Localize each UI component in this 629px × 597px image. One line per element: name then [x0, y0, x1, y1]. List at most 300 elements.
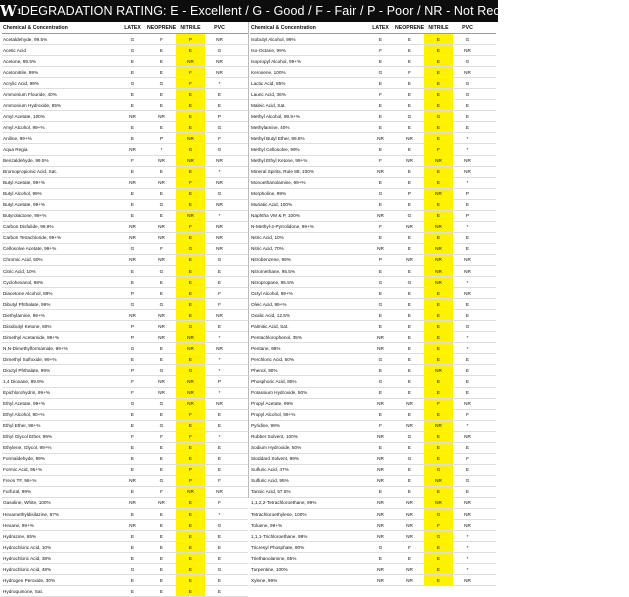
chemical-name: Nitromethane, 95.5%: [251, 268, 296, 274]
latex-rating: G: [378, 191, 383, 197]
neoprene-rating: G: [159, 423, 164, 429]
latex-rating: NR: [377, 577, 384, 583]
chemical-name: Tricresyl Phosphate, 90%: [251, 544, 305, 550]
neoprene-rating: G: [407, 279, 412, 285]
latex-rating: F: [379, 423, 382, 429]
neoprene-rating: E: [407, 80, 412, 86]
nitrile-rating: F: [176, 67, 205, 77]
nitrile-rating: NR: [176, 343, 205, 353]
pvc-rating: *: [218, 390, 221, 396]
chemical-name: Ammonium Flouride, 40%: [3, 91, 57, 97]
pvc-rating: NR: [216, 36, 223, 42]
nitrile-rating: E: [424, 376, 453, 386]
chemical-name: Aniline, 99+%: [3, 135, 32, 141]
nitrile-rating: E: [424, 288, 453, 298]
nitrile-rating: F: [424, 399, 453, 409]
column-header-pvc: PVC: [462, 24, 473, 31]
table-row: [250, 233, 496, 244]
chemical-name: Hexane, 99+%: [3, 522, 34, 528]
column-header-neoprene: NEOPRENE: [395, 24, 425, 31]
nitrile-rating: E: [176, 564, 205, 574]
table-row: [2, 487, 248, 498]
pvc-rating: NR: [216, 489, 223, 495]
latex-rating: NR: [377, 456, 384, 462]
pvc-rating: E: [217, 423, 222, 429]
neoprene-rating: E: [407, 467, 412, 473]
neoprene-rating: NR: [158, 257, 165, 263]
pvc-rating: E: [217, 268, 222, 274]
table-row: [2, 144, 248, 155]
nitrile-rating: E: [424, 100, 453, 110]
table-row: [2, 100, 248, 111]
latex-rating: E: [130, 456, 135, 462]
chemical-name: 1,4 Dioxane, 99.9%: [3, 378, 44, 384]
neoprene-rating: E: [159, 522, 164, 528]
nitrile-rating: E: [424, 45, 453, 55]
nitrile-rating: G: [424, 111, 453, 121]
latex-rating: G: [130, 401, 135, 407]
latex-rating: NR: [129, 500, 136, 506]
chemical-name: Triethanolamine, 85%: [251, 555, 297, 561]
pvc-rating: G: [217, 47, 222, 53]
pvc-rating: *: [466, 544, 469, 550]
latex-rating: G: [130, 47, 135, 53]
table-row: [250, 476, 496, 487]
nitrile-rating: E: [424, 542, 453, 552]
chemical-name: Pyridine, 99%: [251, 423, 280, 429]
latex-rating: NR: [377, 467, 384, 473]
neoprene-rating: NR: [158, 113, 165, 119]
table-row: [2, 34, 248, 45]
neoprene-rating: F: [160, 36, 163, 42]
chemical-name: Acetone, 99.5%: [3, 58, 37, 64]
nitrile-rating: P: [176, 476, 205, 486]
nitrile-rating: E: [176, 454, 205, 464]
chemical-name: Diacetone Alcohol, 89%: [3, 290, 53, 296]
pvc-rating: *: [466, 146, 469, 152]
column-header-nitrile: NITRILE: [180, 24, 201, 31]
chemical-name: Acrylic Acid, 99%: [3, 80, 39, 86]
chemical-table-right-body: [250, 34, 496, 586]
chemical-name: Hydrochloric Acid, 38%: [3, 555, 52, 561]
neoprene-rating: NR: [406, 135, 413, 141]
neoprene-rating: E: [159, 58, 164, 64]
pvc-rating: G: [465, 323, 470, 329]
neoprene-rating: E: [407, 555, 412, 561]
nitrile-rating: F: [424, 144, 453, 154]
neoprene-rating: NR: [158, 378, 165, 384]
latex-rating: F: [131, 378, 134, 384]
latex-rating: E: [130, 533, 135, 539]
nitrile-rating: F: [176, 178, 205, 188]
table-row: [250, 189, 496, 200]
latex-rating: G: [130, 246, 135, 252]
nitrile-rating: F: [176, 78, 205, 88]
chemical-name: Methylamine, 40%: [251, 124, 290, 130]
latex-rating: E: [130, 356, 135, 362]
latex-rating: E: [130, 423, 135, 429]
column-divider: [248, 22, 249, 498]
chemical-name: Lactic Acid, 85%: [251, 80, 286, 86]
chemical-name: Mineral Spirits, Rule 88, 100%: [251, 169, 315, 175]
pvc-rating: E: [217, 533, 222, 539]
latex-rating: E: [378, 202, 383, 208]
latex-rating: NR: [377, 169, 384, 175]
chemical-name: Furfural, 99%: [3, 489, 32, 495]
nitrile-rating: NR: [176, 332, 205, 342]
table-row: [250, 410, 496, 421]
latex-rating: NR: [129, 180, 136, 186]
table-row: [250, 67, 496, 78]
chemical-name: Dioctyl Phthalate, 99%: [3, 367, 51, 373]
neoprene-rating: G: [159, 268, 164, 274]
pvc-rating: *: [218, 367, 221, 373]
chemical-table-left: [2, 22, 248, 594]
neoprene-rating: E: [407, 124, 412, 130]
nitrile-rating: NR: [424, 476, 453, 486]
neoprene-rating: E: [159, 456, 164, 462]
neoprene-rating: E: [407, 301, 412, 307]
neoprene-rating: E: [159, 47, 164, 53]
chemical-name: Methyl Alcohol, 99.9+%: [251, 113, 300, 119]
chemical-name: Nitrobenzene, 99%: [251, 257, 291, 263]
neoprene-rating: NR: [158, 224, 165, 230]
latex-rating: NR: [377, 401, 384, 407]
latex-rating: E: [378, 323, 383, 329]
chemical-name: Stoddard Solvent, 99%: [251, 456, 299, 462]
nitrile-rating: E: [176, 45, 205, 55]
pvc-rating: *: [466, 224, 469, 230]
nitrile-rating: E: [424, 299, 453, 309]
pvc-rating: E: [465, 445, 470, 451]
nitrile-rating: E: [424, 167, 453, 177]
nitrile-rating: E: [176, 421, 205, 431]
brand-logo: [0, 0, 21, 22]
chemical-name: Morpholine, 99%: [251, 191, 287, 197]
pvc-rating: F: [218, 500, 221, 506]
neoprene-rating: E: [159, 169, 164, 175]
neoprene-rating: NR: [158, 235, 165, 241]
pvc-rating: NR: [464, 401, 471, 407]
chemical-name: Cyclohexanol, 98%: [3, 279, 44, 285]
column-header-row: [250, 22, 496, 34]
nitrile-rating: E: [176, 288, 205, 298]
neoprene-rating: E: [159, 290, 164, 296]
pvc-rating: NR: [216, 401, 223, 407]
table-row: [2, 200, 248, 211]
neoprene-rating: NR: [158, 323, 165, 329]
chemical-name: Bromopropionic Acid, Sat.: [3, 169, 57, 175]
latex-rating: E: [130, 544, 135, 550]
table-row: [2, 255, 248, 266]
pvc-rating: E: [217, 445, 222, 451]
pvc-rating: *: [218, 334, 221, 340]
table-row: [250, 365, 496, 376]
pvc-rating: F: [218, 301, 221, 307]
table-row: [2, 122, 248, 133]
pvc-rating: E: [217, 467, 222, 473]
latex-rating: F: [379, 47, 382, 53]
pvc-rating: G: [217, 191, 222, 197]
pvc-rating: NR: [216, 180, 223, 186]
pvc-rating: *: [466, 566, 469, 572]
table-row: [250, 222, 496, 233]
nitrile-rating: E: [424, 233, 453, 243]
pvc-rating: E: [465, 301, 470, 307]
nitrile-rating: E: [424, 200, 453, 210]
nitrile-rating: E: [176, 266, 205, 276]
latex-rating: NR: [377, 522, 384, 528]
neoprene-rating: F: [160, 489, 163, 495]
chemical-table-right: [250, 22, 496, 583]
latex-rating: NR: [377, 434, 384, 440]
neoprene-rating: NR: [406, 257, 413, 263]
neoprene-rating: G: [407, 434, 412, 440]
table-row: [250, 553, 496, 564]
column-header-neoprene: NEOPRENE: [147, 24, 177, 31]
pvc-rating: E: [465, 367, 470, 373]
pvc-rating: E: [465, 246, 470, 252]
table-row: [2, 410, 248, 421]
chemical-name: Aqua Regia: [3, 146, 28, 152]
latex-rating: F: [379, 91, 382, 97]
latex-rating: E: [130, 268, 135, 274]
pvc-rating: E: [465, 312, 470, 318]
nitrile-rating: NR: [176, 211, 205, 221]
pvc-rating: G: [217, 566, 222, 572]
neoprene-rating: E: [159, 356, 164, 362]
chemical-name: Formic Acid, 95+%: [3, 467, 43, 473]
table-row: [2, 399, 248, 410]
neoprene-rating: E: [159, 588, 164, 594]
table-row: [2, 509, 248, 520]
nitrile-rating: G: [424, 531, 453, 541]
latex-rating: F: [379, 224, 382, 230]
latex-rating: F: [379, 158, 382, 164]
latex-rating: NR: [129, 257, 136, 263]
neoprene-rating: E: [159, 279, 164, 285]
pvc-rating: *: [466, 135, 469, 141]
table-row: [250, 167, 496, 178]
nitrile-rating: E: [176, 89, 205, 99]
latex-rating: NR: [377, 213, 384, 219]
neoprene-rating: G: [159, 401, 164, 407]
pvc-rating: G: [217, 522, 222, 528]
neoprene-rating: E: [159, 345, 164, 351]
latex-rating: E: [130, 467, 135, 473]
latex-rating: NR: [129, 312, 136, 318]
column-header-nitrile: NITRILE: [428, 24, 449, 31]
latex-rating: G: [378, 301, 383, 307]
nitrile-rating: NR: [176, 156, 205, 166]
table-row: [250, 354, 496, 365]
chemical-name: Methyl Butyl Ether, 99.8%: [251, 135, 305, 141]
nitrile-rating: E: [176, 542, 205, 552]
chemical-name: Butyl Acetate, 99+%: [3, 180, 46, 186]
latex-rating: E: [378, 367, 383, 373]
table-row: [250, 89, 496, 100]
nitrile-rating: NR: [424, 266, 453, 276]
table-row: [250, 321, 496, 332]
table-row: [250, 144, 496, 155]
pvc-rating: *: [218, 169, 221, 175]
latex-rating: NR: [377, 533, 384, 539]
latex-rating: NR: [377, 334, 384, 340]
nitrile-rating: NR: [424, 156, 453, 166]
neoprene-rating: E: [159, 445, 164, 451]
nitrile-rating: E: [176, 531, 205, 541]
table-row: [2, 189, 248, 200]
chemical-name: Gasoline, White, 100%: [3, 500, 51, 506]
neoprene-rating: F: [160, 246, 163, 252]
neoprene-rating: E: [407, 36, 412, 42]
neoprene-rating: E: [407, 367, 412, 373]
pvc-rating: *: [466, 279, 469, 285]
table-row: [250, 156, 496, 167]
nitrile-rating: E: [176, 189, 205, 199]
table-row: [250, 487, 496, 498]
neoprene-rating: E: [407, 323, 412, 329]
neoprene-rating: NR: [158, 390, 165, 396]
latex-rating: E: [130, 91, 135, 97]
chemical-name: Acetonitrile, 99%: [3, 69, 39, 75]
table-row: [2, 443, 248, 454]
neoprene-rating: NR: [406, 423, 413, 429]
nitrile-rating: NR: [176, 487, 205, 497]
table-row: [250, 421, 496, 432]
nitrile-rating: E: [424, 443, 453, 453]
neoprene-rating: E: [407, 478, 412, 484]
table-row: [250, 542, 496, 553]
nitrile-rating: E: [424, 575, 453, 585]
chemical-name: Dimethyl Acetamide, 99+%: [3, 334, 60, 340]
latex-rating: G: [130, 566, 135, 572]
chemical-name: Pentane, 98%: [251, 345, 281, 351]
latex-rating: G: [378, 279, 383, 285]
pvc-rating: NR: [464, 577, 471, 583]
nitrile-rating: E: [176, 310, 205, 320]
table-row: [250, 564, 496, 575]
neoprene-rating: E: [407, 47, 412, 53]
neoprene-rating: G: [407, 213, 412, 219]
chemical-name: Nitropropane, 95.5%: [251, 279, 294, 285]
pvc-rating: NR: [464, 69, 471, 75]
pvc-rating: *: [466, 180, 469, 186]
latex-rating: G: [130, 36, 135, 42]
chemical-name: Isopropyl Alcohol, 99+%: [251, 58, 302, 64]
pvc-rating: E: [465, 489, 470, 495]
latex-rating: E: [378, 80, 383, 86]
nitrile-rating: E: [176, 100, 205, 110]
neoprene-rating: G: [159, 80, 164, 86]
table-row: [250, 255, 496, 266]
table-row: [250, 465, 496, 476]
neoprene-rating: G: [159, 301, 164, 307]
neoprene-rating: E: [159, 69, 164, 75]
table-row: [250, 200, 496, 211]
chemical-name: Palmitic Acid, Sat.: [251, 323, 289, 329]
column-header-row: [2, 22, 248, 34]
table-row: [2, 520, 248, 531]
chemical-name: Freon TF, 96+%: [3, 478, 37, 484]
pvc-rating: NR: [216, 312, 223, 318]
nitrile-rating: G: [424, 509, 453, 519]
neoprene-rating: NR: [406, 577, 413, 583]
pvc-rating: E: [465, 113, 470, 119]
neoprene-rating: E: [159, 555, 164, 561]
neoprene-rating: E: [159, 102, 164, 108]
table-row: [2, 78, 248, 89]
table-row: [2, 178, 248, 189]
table-row: [2, 454, 248, 465]
chemical-name: Pentachlorophenol, 35%: [251, 334, 303, 340]
latex-rating: G: [130, 80, 135, 86]
chemical-name: Acetic Acid: [3, 47, 26, 53]
chemical-name: Ethyl Ether, 98+%: [3, 423, 41, 429]
neoprene-rating: NR: [158, 500, 165, 506]
chemical-name: Tannic Acid, 57.5%: [251, 489, 291, 495]
nitrile-rating: NR: [424, 189, 453, 199]
neoprene-rating: G: [407, 456, 412, 462]
pvc-rating: G: [217, 146, 222, 152]
table-row: [2, 575, 248, 586]
chemical-name: Iso-Octane, 99%: [251, 47, 286, 53]
chemical-name: Tetrachloroethylene, 100%: [251, 511, 307, 517]
pvc-rating: G: [465, 91, 470, 97]
neoprene-rating: E: [159, 191, 164, 197]
neoprene-rating: E: [159, 544, 164, 550]
latex-rating: E: [378, 290, 383, 296]
nitrile-rating: E: [176, 354, 205, 364]
pvc-rating: *: [218, 356, 221, 362]
pvc-rating: E: [217, 412, 222, 418]
pvc-rating: F: [466, 412, 469, 418]
nitrile-rating: E: [424, 388, 453, 398]
latex-rating: E: [130, 135, 135, 141]
table-row: [2, 45, 248, 56]
chemical-name: Acetaldehyde, 99.5%: [3, 36, 48, 42]
table-row: [250, 244, 496, 255]
pvc-rating: F: [218, 478, 221, 484]
latex-rating: E: [130, 213, 135, 219]
pvc-rating: G: [465, 58, 470, 64]
neoprene-rating: NR: [406, 500, 413, 506]
latex-rating: E: [378, 124, 383, 130]
pvc-rating: E: [217, 102, 222, 108]
table-row: [250, 432, 496, 443]
nitrile-rating: E: [176, 233, 205, 243]
pvc-rating: *: [466, 555, 469, 561]
column-header-chemical: Chemical & Concentration: [3, 24, 68, 31]
nitrile-rating: NR: [176, 376, 205, 386]
pvc-rating: NR: [464, 522, 471, 528]
pvc-rating: NR: [216, 158, 223, 164]
column-header-latex: LATEX: [124, 24, 141, 31]
nitrile-rating: E: [424, 321, 453, 331]
rating-legend-bar: [0, 0, 629, 22]
chemical-name: Propyl Acetate, 99%: [251, 401, 294, 407]
chemical-name: Cellosolve Acetate, 99+%: [3, 246, 57, 252]
brand-logo-sup: 1: [16, 6, 21, 16]
latex-rating: E: [378, 113, 383, 119]
latex-rating: G: [130, 301, 135, 307]
neoprene-rating: F: [408, 544, 411, 550]
chemical-name: Isobutyl Alcohol, 99%: [251, 36, 296, 42]
chemical-name: Ethyl Alcohol, 90+%: [3, 412, 45, 418]
table-row: [2, 299, 248, 310]
nitrile-rating: NR: [424, 498, 453, 508]
nitrile-rating: E: [176, 277, 205, 287]
